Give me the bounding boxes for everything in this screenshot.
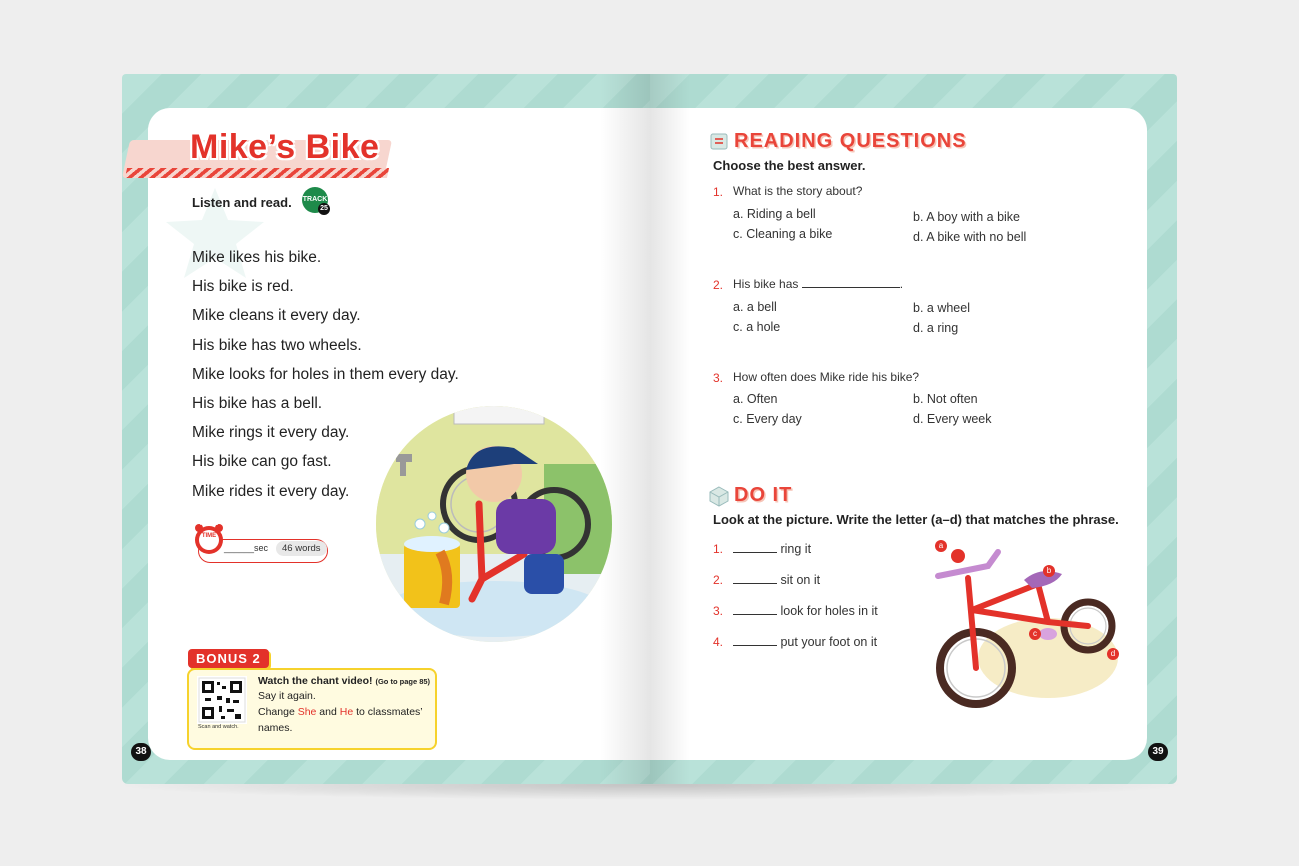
- question-text-part: His bike has: [733, 277, 799, 291]
- story-line: Mike rides it every day.: [192, 482, 350, 500]
- bonus-line-2-part: and: [316, 706, 340, 718]
- answer-blank[interactable]: [802, 277, 900, 288]
- bike-label: d: [1107, 648, 1119, 660]
- item-number: 4.: [713, 635, 724, 649]
- answer-option[interactable]: d. A bike with no bell: [913, 230, 1027, 244]
- question-text: How often does Mike ride his bike?: [733, 370, 920, 384]
- reading-instruction: Choose the best answer.: [713, 158, 866, 173]
- answer-option[interactable]: a. Riding a bell: [733, 207, 816, 221]
- story-line: Mike rings it every day.: [192, 424, 350, 442]
- question-text: [733, 277, 903, 291]
- match-item: [733, 542, 811, 556]
- alarm-clock-icon: [192, 522, 226, 556]
- question-number: 1.: [713, 185, 724, 199]
- item-number: 2.: [713, 573, 724, 587]
- question-number: 2.: [713, 278, 724, 292]
- cube-icon: [708, 485, 730, 507]
- story-line: Mike likes his bike.: [192, 249, 322, 266]
- answer-option[interactable]: c. Cleaning a bike: [733, 227, 833, 241]
- audio-track-button[interactable]: [302, 187, 328, 213]
- story-line: His bike has a bell.: [192, 394, 323, 412]
- question-number: 3.: [713, 371, 724, 385]
- story-line: His bike has two wheels.: [192, 336, 362, 354]
- bike-label: b: [1043, 565, 1055, 577]
- match-item-text: look for holes in it: [780, 604, 878, 618]
- story-line: His bike is red.: [192, 278, 294, 296]
- timer-icon-small-label: READING: [199, 521, 219, 526]
- answer-option[interactable]: d. Every week: [913, 412, 992, 426]
- bonus-line-2-part: to classmates’: [353, 706, 423, 718]
- timer-icon-label: TIME: [201, 533, 217, 539]
- bonus-word-she: She: [297, 706, 317, 718]
- answer-option[interactable]: b. Not often: [913, 392, 978, 406]
- answer-option[interactable]: a. a bell: [733, 300, 777, 314]
- seconds-label: sec: [254, 543, 269, 553]
- qr-code-icon[interactable]: [197, 676, 247, 724]
- do-it-instruction: Look at the picture. Write the letter (a–d) that matches the phrase.: [713, 512, 1119, 527]
- match-item-text: sit on it: [780, 573, 821, 587]
- bike-label: c: [1029, 628, 1041, 640]
- bike-label: a: [935, 540, 947, 552]
- bonus-line-1: Say it again.: [258, 690, 316, 702]
- letter-blank[interactable]: [733, 604, 777, 615]
- qr-caption: Scan and watch.: [198, 724, 239, 730]
- bonus-tab: BONUS 2: [188, 649, 269, 668]
- answer-option[interactable]: c. a hole: [733, 320, 781, 334]
- letter-blank[interactable]: [733, 573, 777, 584]
- answer-option[interactable]: b. A boy with a bike: [913, 210, 1021, 224]
- match-item-text: ring it: [780, 542, 812, 556]
- word-count-badge: 46 words: [276, 541, 327, 556]
- question-text-part: .: [899, 277, 904, 291]
- red-bike-illustration: [928, 538, 1118, 722]
- story-title: Mike’s Bike: [190, 128, 380, 166]
- item-number: 3.: [713, 604, 724, 618]
- bonus-line-3: names.: [258, 722, 293, 734]
- reading-book-icon: [708, 130, 730, 152]
- match-item: [733, 604, 878, 618]
- match-item: [733, 635, 877, 649]
- question-text: What is the story about?: [733, 184, 863, 198]
- match-item: [733, 573, 820, 587]
- do-it-title: DO IT: [734, 484, 793, 506]
- answer-option[interactable]: a. Often: [733, 392, 778, 406]
- bonus-word-he: He: [339, 706, 354, 718]
- answer-option[interactable]: b. a wheel: [913, 301, 970, 315]
- story-line: His bike can go fast.: [192, 453, 332, 471]
- track-label: TRACK: [302, 196, 328, 203]
- bonus-heading: [258, 675, 430, 687]
- book-gutter-right: [650, 74, 690, 784]
- bonus-line-2-part: Change: [258, 706, 298, 718]
- left-page-number: 38: [131, 743, 151, 761]
- story-line: Mike cleans it every day.: [192, 307, 361, 325]
- bonus-heading-note: (Go to page 85): [375, 677, 431, 686]
- story-line: Mike looks for holes in them every day.: [192, 365, 459, 383]
- listen-instruction: Listen and read.: [192, 195, 292, 210]
- reading-questions-title: READING QUESTIONS: [734, 130, 967, 152]
- letter-blank[interactable]: [733, 635, 777, 646]
- bonus-heading-text: Watch the chant video!: [258, 675, 373, 687]
- right-page-number: 39: [1148, 743, 1168, 761]
- title-banner-stripes: [125, 168, 389, 178]
- seconds-blank[interactable]: ______sec: [224, 543, 269, 553]
- answer-option[interactable]: d. a ring: [913, 321, 959, 335]
- letter-blank[interactable]: [733, 542, 777, 553]
- answer-option[interactable]: c. Every day: [733, 412, 802, 426]
- track-number: 25: [318, 203, 330, 215]
- bonus-line-2: [258, 706, 423, 718]
- match-item-text: put your foot on it: [780, 635, 878, 649]
- boy-cleaning-bike-illustration: [374, 404, 614, 644]
- item-number: 1.: [713, 542, 724, 556]
